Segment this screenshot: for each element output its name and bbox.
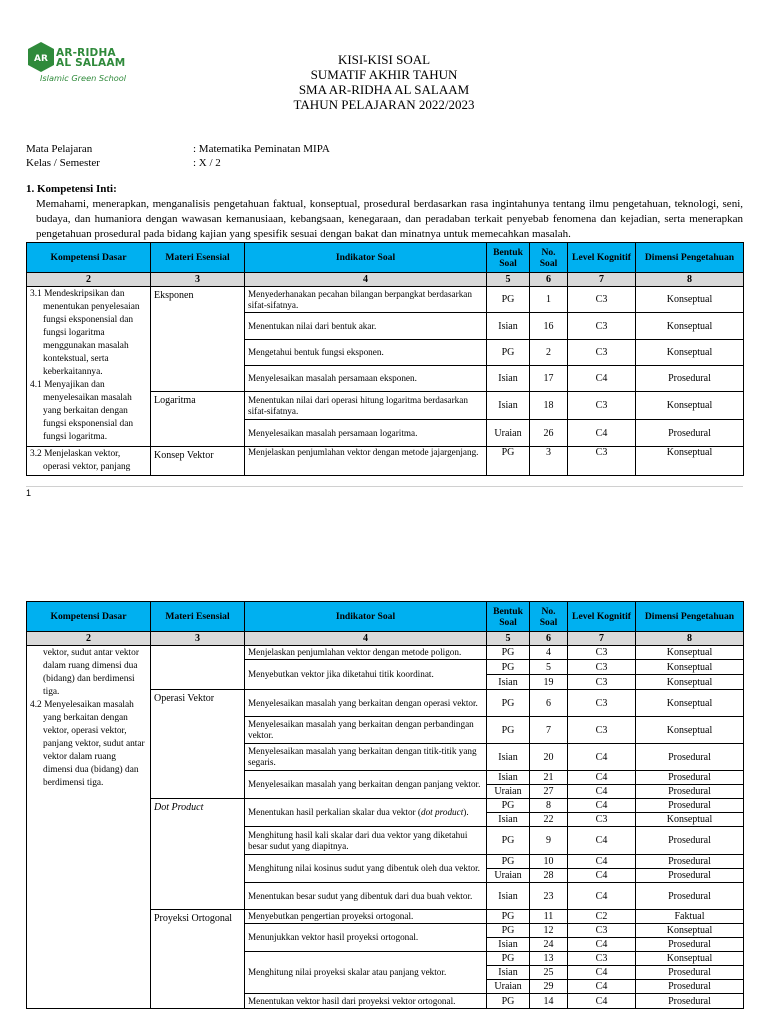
- indikator-cell: Menentukan nilai dari operasi hitung logaritma berdasarkan sifat-sifatnya.: [245, 392, 487, 420]
- dimensi-cell: Prosedural: [636, 799, 744, 813]
- column-number: 3: [151, 273, 245, 287]
- dimensi-cell: Konseptual: [636, 287, 744, 313]
- level-cell: C4: [568, 799, 636, 813]
- no-soal-cell: 11: [530, 910, 568, 924]
- bentuk-cell: Isian: [487, 313, 530, 340]
- indikator-cell: Menentukan besar sudut yang dibentuk dari dua buah vektor.: [245, 883, 487, 910]
- no-soal-cell: 3: [530, 447, 568, 476]
- no-soal-cell: 28: [530, 869, 568, 883]
- level-cell: C3: [568, 287, 636, 313]
- no-soal-cell: 29: [530, 980, 568, 994]
- table-row: [27, 646, 744, 660]
- bentuk-cell: Isian: [487, 392, 530, 420]
- no-soal-cell: 2: [530, 340, 568, 366]
- column-number: 8: [636, 273, 744, 287]
- no-soal-cell: 10: [530, 855, 568, 869]
- no-soal-cell: 24: [530, 938, 568, 952]
- dimensi-cell: Konseptual: [636, 717, 744, 744]
- title-line-4: TAHUN PELAJARAN 2022/2023: [293, 97, 475, 112]
- header-indikator-soal: Indikator Soal: [245, 602, 487, 632]
- bentuk-cell: Isian: [487, 813, 530, 827]
- document-title: [0, 52, 768, 112]
- column-number: 6: [530, 632, 568, 646]
- level-cell: C3: [568, 313, 636, 340]
- no-soal-cell: 25: [530, 966, 568, 980]
- subject-value: : Matematika Peminatan MIPA: [193, 143, 330, 155]
- bentuk-cell: Isian: [487, 744, 530, 771]
- level-cell: C4: [568, 785, 636, 799]
- kd-3-2-continued: vektor, sudut antar vektor dalam ruang dimensi dua (bidang) dan berdimensi tiga.: [43, 648, 139, 697]
- logo-name-line2: AL SALAAM: [56, 57, 126, 69]
- column-number: 4: [245, 632, 487, 646]
- materi-konsep-vektor: Konsep Vektor: [151, 447, 245, 476]
- subject-row: [26, 142, 426, 156]
- kisi-kisi-table-page-1: [26, 242, 744, 476]
- header-bentuk-soal: Bentuk Soal: [487, 602, 530, 632]
- subject-label: Mata Pelajaran: [26, 143, 93, 155]
- column-number: 5: [487, 273, 530, 287]
- column-number-row: [27, 273, 744, 287]
- header-materi-esensial: Materi Esensial: [151, 602, 245, 632]
- kd-3-1: 3.1 Mendeskripsikan dan menentukan penyelesaian fungsi eksponensial dan fungsi logaritma menggunakan masalah kontekstual, serta keberkaitannya.: [30, 289, 140, 377]
- materi-logaritma: Logaritma: [151, 392, 245, 447]
- bentuk-cell: Isian: [487, 883, 530, 910]
- title-line-2: SUMATIF AKHIR TAHUN: [310, 67, 458, 82]
- bentuk-cell: PG: [487, 924, 530, 938]
- kompetensi-dasar-cell: [27, 447, 151, 476]
- bentuk-cell: Isian: [487, 675, 530, 690]
- table-row: [27, 287, 744, 313]
- dimensi-cell: Prosedural: [636, 771, 744, 785]
- indikator-cell: Menunjukkan vektor hasil proyeksi ortogonal.: [245, 924, 487, 952]
- level-cell: C3: [568, 717, 636, 744]
- materi-konsep-vektor-cont: [151, 646, 245, 690]
- level-cell: C3: [568, 340, 636, 366]
- column-number: 7: [568, 273, 636, 287]
- column-number: 6: [530, 273, 568, 287]
- level-cell: C4: [568, 420, 636, 447]
- class-label: Kelas / Semester: [26, 157, 100, 169]
- no-soal-cell: 8: [530, 799, 568, 813]
- dimensi-cell: Konseptual: [636, 646, 744, 660]
- table-header-row: [27, 243, 744, 273]
- level-cell: C4: [568, 744, 636, 771]
- bentuk-cell: PG: [487, 952, 530, 966]
- level-cell: C4: [568, 938, 636, 952]
- indikator-cell: Menghitung nilai proyeksi skalar atau panjang vektor.: [245, 952, 487, 994]
- dimensi-cell: Prosedural: [636, 420, 744, 447]
- bentuk-cell: PG: [487, 646, 530, 660]
- bentuk-cell: Isian: [487, 771, 530, 785]
- dimensi-cell: Prosedural: [636, 994, 744, 1009]
- bentuk-cell: Isian: [487, 366, 530, 392]
- header-indikator-soal: Indikator Soal: [245, 243, 487, 273]
- header-no-soal: No. Soal: [530, 602, 568, 632]
- no-soal-cell: 6: [530, 690, 568, 717]
- no-soal-cell: 26: [530, 420, 568, 447]
- no-soal-cell: 22: [530, 813, 568, 827]
- indikator-cell: [245, 799, 487, 827]
- column-number: 2: [27, 273, 151, 287]
- dimensi-cell: Prosedural: [636, 855, 744, 869]
- column-number: 3: [151, 632, 245, 646]
- bentuk-cell: PG: [487, 994, 530, 1009]
- indikator-cell: Menyelesaikan masalah yang berkaitan dengan panjang vektor.: [245, 771, 487, 799]
- dimensi-cell: Konseptual: [636, 660, 744, 675]
- bentuk-cell: PG: [487, 340, 530, 366]
- class-row: [26, 156, 426, 170]
- header-no-soal: No. Soal: [530, 243, 568, 273]
- indikator-cell: Menyelesaikan masalah yang berkaitan dengan perbandingan vektor.: [245, 717, 487, 744]
- bentuk-cell: Uraian: [487, 869, 530, 883]
- bentuk-cell: PG: [487, 827, 530, 855]
- header-materi-esensial: Materi Esensial: [151, 243, 245, 273]
- indikator-cell: Menyebutkan pengertian proyeksi ortogonal.: [245, 910, 487, 924]
- header-level-kognitif: Level Kognitif: [568, 602, 636, 632]
- indikator-cell: Mengetahui bentuk fungsi eksponen.: [245, 340, 487, 366]
- no-soal-cell: 18: [530, 392, 568, 420]
- header-bentuk-soal: Bentuk Soal: [487, 243, 530, 273]
- no-soal-cell: 14: [530, 994, 568, 1009]
- materi-operasi-vektor: Operasi Vektor: [151, 690, 245, 799]
- column-number-row: [27, 632, 744, 646]
- no-soal-cell: 27: [530, 785, 568, 799]
- column-number: 7: [568, 632, 636, 646]
- bentuk-cell: PG: [487, 910, 530, 924]
- no-soal-cell: 20: [530, 744, 568, 771]
- class-value: : X / 2: [193, 157, 221, 169]
- header-dimensi-pengetahuan: Dimensi Pengetahuan: [636, 243, 744, 273]
- column-number: 5: [487, 632, 530, 646]
- bentuk-cell: PG: [487, 287, 530, 313]
- no-soal-cell: 21: [530, 771, 568, 785]
- level-cell: C4: [568, 966, 636, 980]
- bentuk-cell: Uraian: [487, 420, 530, 447]
- level-cell: C2: [568, 910, 636, 924]
- document-meta: [26, 142, 426, 170]
- dimensi-cell: Konseptual: [636, 952, 744, 966]
- column-number: 4: [245, 273, 487, 287]
- level-cell: C3: [568, 952, 636, 966]
- dimensi-cell: Prosedural: [636, 938, 744, 952]
- dimensi-cell: Konseptual: [636, 313, 744, 340]
- no-soal-cell: 9: [530, 827, 568, 855]
- level-cell: C3: [568, 660, 636, 675]
- page-number: 1: [26, 488, 32, 498]
- no-soal-cell: 5: [530, 660, 568, 675]
- level-cell: C3: [568, 447, 636, 476]
- column-number: 2: [27, 632, 151, 646]
- indikator-cell: Menyelesaikan masalah persamaan eksponen.: [245, 366, 487, 392]
- level-cell: C4: [568, 827, 636, 855]
- materi-proyeksi-ortogonal: Proyeksi Ortogonal: [151, 910, 245, 1009]
- dimensi-cell: Konseptual: [636, 340, 744, 366]
- level-cell: C4: [568, 994, 636, 1009]
- indikator-cell: Menghitung nilai kosinus sudut yang dibentuk oleh dua vektor.: [245, 855, 487, 883]
- level-cell: C3: [568, 392, 636, 420]
- header-kompetensi-dasar: Kompetensi Dasar: [27, 243, 151, 273]
- no-soal-cell: 1: [530, 287, 568, 313]
- kompetensi-inti-text: Memahami, menerapkan, menganalisis pengetahuan faktual, konseptual, prosedural berdasarkan rasa ingintahunya tentang ilmu pengetahuan, teknologi, seni, budaya, dan humaniora dengan wawasan kemanusiaan, kebangsaan, kenegaraan, dan peradaban terkait penyebab fenomena dan kejadian, serta menerapkan pengetahuan prosedural pada bidang kajian yang spesifik sesuai dengan bakat dan minatnya untuk memecahkan masalah.: [36, 198, 743, 240]
- level-cell: C3: [568, 675, 636, 690]
- svg-text:AR: AR: [34, 54, 48, 64]
- logo-tagline: Islamic Green School: [40, 73, 127, 83]
- indikator-cell: Menentukan vektor hasil dari proyeksi vektor ortogonal.: [245, 994, 487, 1009]
- level-cell: C4: [568, 869, 636, 883]
- table-row: [27, 447, 744, 476]
- indikator-cell: Menyelesaikan masalah persamaan logaritma.: [245, 420, 487, 447]
- kompetensi-dasar-cell: [27, 287, 151, 447]
- kd-4-1: 4.1 Menyajikan dan menyelesaikan masalah yang berkaitan dengan fungsi eksponensial dan fungsi logaritma.: [30, 380, 134, 442]
- no-soal-cell: 12: [530, 924, 568, 938]
- level-cell: C3: [568, 813, 636, 827]
- level-cell: C4: [568, 980, 636, 994]
- level-cell: C3: [568, 646, 636, 660]
- kd-3-2: 3.2 Menjelaskan vektor, operasi vektor, panjang: [30, 449, 131, 472]
- column-number: 8: [636, 632, 744, 646]
- level-cell: C4: [568, 366, 636, 392]
- dimensi-cell: Prosedural: [636, 366, 744, 392]
- level-cell: C4: [568, 771, 636, 785]
- dimensi-cell: Prosedural: [636, 980, 744, 994]
- dimensi-cell: Konseptual: [636, 690, 744, 717]
- dimensi-cell: Konseptual: [636, 813, 744, 827]
- indikator-cell: Menghitung hasil kali skalar dari dua vektor yang diketahui besar sudut yang diapitnya.: [245, 827, 487, 855]
- no-soal-cell: 16: [530, 313, 568, 340]
- no-soal-cell: 23: [530, 883, 568, 910]
- table-header-row: [27, 602, 744, 632]
- indikator-cell: Menyelesaikan masalah yang berkaitan dengan titik-titik yang segaris.: [245, 744, 487, 771]
- indikator-text: Menentukan hasil perkalian skalar dua vektor (: [248, 807, 421, 817]
- dimensi-cell: Konseptual: [636, 392, 744, 420]
- materi-dot-product: Dot Product: [151, 799, 245, 910]
- dimensi-cell: Prosedural: [636, 869, 744, 883]
- indikator-emphasis: dot product: [420, 807, 464, 817]
- dimensi-cell: Konseptual: [636, 924, 744, 938]
- bentuk-cell: PG: [487, 799, 530, 813]
- level-cell: C3: [568, 690, 636, 717]
- bentuk-cell: Uraian: [487, 785, 530, 799]
- indikator-cell: Menyederhanakan pecahan bilangan berpangkat berdasarkan sifat-sifatnya.: [245, 287, 487, 313]
- dimensi-cell: Konseptual: [636, 675, 744, 690]
- logo-name-line1: AR-RIDHA: [56, 47, 116, 59]
- no-soal-cell: 13: [530, 952, 568, 966]
- level-cell: C3: [568, 924, 636, 938]
- header-kompetensi-dasar: Kompetensi Dasar: [27, 602, 151, 632]
- level-cell: C4: [568, 883, 636, 910]
- level-cell: C4: [568, 855, 636, 869]
- dimensi-cell: Prosedural: [636, 744, 744, 771]
- dimensi-cell: Prosedural: [636, 785, 744, 799]
- dimensi-cell: Faktual: [636, 910, 744, 924]
- indikator-cell: Menjelaskan penjumlahan vektor dengan metode jajargenjang.: [245, 447, 487, 476]
- indikator-cell: Menyelesaikan masalah yang berkaitan dengan operasi vektor.: [245, 690, 487, 717]
- page-break-divider: [26, 486, 743, 487]
- bentuk-cell: PG: [487, 855, 530, 869]
- dimensi-cell: Prosedural: [636, 883, 744, 910]
- no-soal-cell: 4: [530, 646, 568, 660]
- bentuk-cell: PG: [487, 717, 530, 744]
- indikator-cell: Menjelaskan penjumlahan vektor dengan metode poligon.: [245, 646, 487, 660]
- bentuk-cell: Uraian: [487, 980, 530, 994]
- kisi-kisi-table-page-2: [26, 601, 744, 1009]
- header-dimensi-pengetahuan: Dimensi Pengetahuan: [636, 602, 744, 632]
- bentuk-cell: PG: [487, 690, 530, 717]
- indikator-text: ).: [463, 807, 469, 817]
- kd-4-2: 4.2 Menyelesaikan masalah yang berkaitan dengan vektor, operasi vektor, panjang vektor, sudut antar vektor dalam ruang dimensi dua (bidang) dan berdimensi tiga.: [30, 700, 145, 788]
- dimensi-cell: Konseptual: [636, 447, 744, 476]
- bentuk-cell: Isian: [487, 938, 530, 952]
- indikator-cell: Menyebutkan vektor jika diketahui titik koordinat.: [245, 660, 487, 690]
- bentuk-cell: PG: [487, 660, 530, 675]
- kompetensi-inti-heading: 1. Kompetensi Inti:: [26, 183, 117, 195]
- title-line-3: SMA AR-RIDHA AL SALAAM: [298, 82, 470, 97]
- no-soal-cell: 7: [530, 717, 568, 744]
- bentuk-cell: PG: [487, 447, 530, 476]
- dimensi-cell: Prosedural: [636, 827, 744, 855]
- kompetensi-dasar-cell: [27, 646, 151, 1009]
- no-soal-cell: 19: [530, 675, 568, 690]
- bentuk-cell: Isian: [487, 966, 530, 980]
- materi-eksponen: Eksponen: [151, 287, 245, 392]
- indikator-cell: Menentukan nilai dari bentuk akar.: [245, 313, 487, 340]
- no-soal-cell: 17: [530, 366, 568, 392]
- dimensi-cell: Prosedural: [636, 966, 744, 980]
- title-line-1: KISI-KISI SOAL: [337, 52, 431, 67]
- header-level-kognitif: Level Kognitif: [568, 243, 636, 273]
